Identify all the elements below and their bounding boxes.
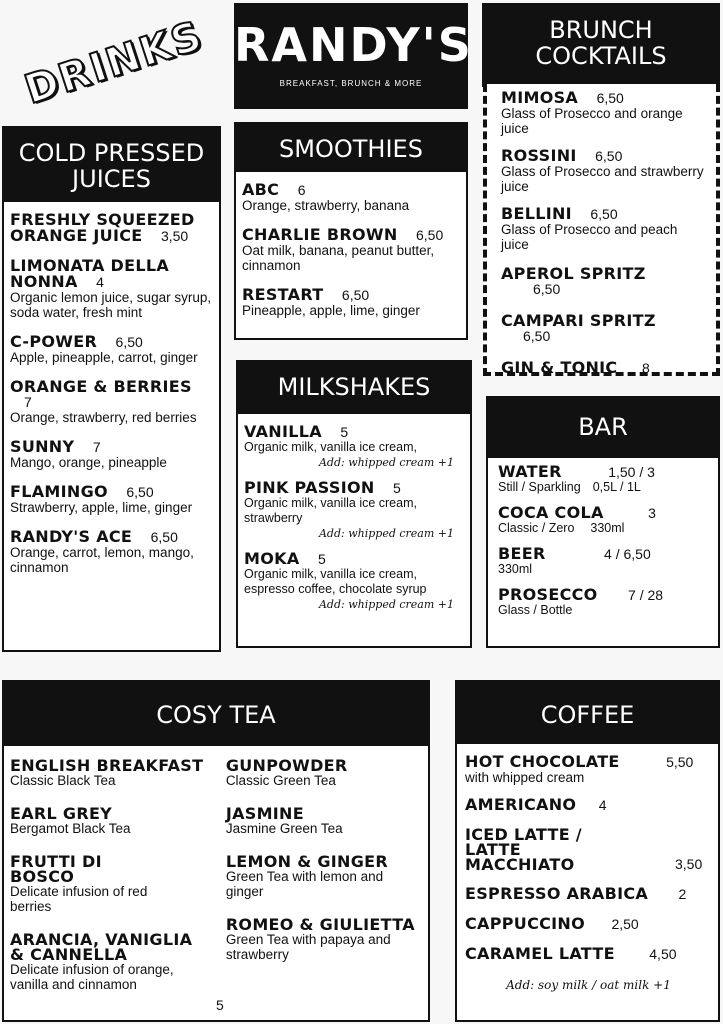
- logo-name: RANDY'S: [234, 18, 473, 72]
- item-size: 330ml: [590, 521, 625, 535]
- item-price: 6,50: [341, 287, 370, 303]
- item-description: Apple, pineapple, carrot, ginger: [10, 350, 198, 365]
- item-name: CHARLIE BROWN: [242, 225, 398, 244]
- item-name: APEROL SPRITZ: [501, 264, 646, 283]
- item-name: ICED LATTE / LATTE MACCHIATO: [465, 825, 582, 874]
- bar-title: BAR: [488, 398, 718, 458]
- item-description: Glass / Bottle: [498, 603, 573, 617]
- item-name: AMERICANO: [465, 795, 577, 814]
- menu-item: [10, 258, 213, 320]
- item-price: 6,50: [126, 484, 154, 500]
- item-price: 8: [641, 360, 650, 376]
- coffee-panel: [455, 680, 720, 1022]
- brunch-cocktails-title: BRUNCH COCKTAILS: [482, 3, 720, 87]
- item-price: 2: [678, 886, 687, 902]
- item-description: Bergamot Black Tea: [10, 821, 131, 836]
- item-price: 7: [24, 394, 32, 410]
- restaurant-logo: [234, 3, 473, 109]
- tea-panel: [2, 680, 430, 1022]
- tea-list: [4, 746, 428, 1006]
- item-price: 5,50: [666, 754, 694, 770]
- menu-item: [10, 529, 213, 575]
- item-price: 4 / 6,50: [604, 546, 651, 562]
- item-name: FLAMINGO: [10, 482, 108, 501]
- item-price: 5: [393, 480, 401, 496]
- item-price: 7 / 28: [628, 587, 664, 603]
- item-price: 7: [92, 439, 101, 455]
- item-name: C-POWER: [10, 332, 98, 351]
- coffee-list: [457, 744, 718, 992]
- item-name: ROSSINI: [501, 146, 577, 165]
- item-name: FRUTTI DI BOSCO: [10, 852, 102, 886]
- item-price: 1,50 / 3: [608, 464, 655, 480]
- item-description: Organic milk, vanilla ice cream,: [244, 440, 417, 454]
- item-name: VANILLA: [244, 422, 322, 441]
- item-addon: Add: whipped cream +1: [318, 456, 454, 469]
- menu-item: [501, 266, 706, 297]
- item-description: Glass of Prosecco and peach juice: [501, 222, 678, 252]
- item-description: Jasmine Green Tea: [225, 821, 343, 836]
- brunch-cocktails-header: [482, 3, 720, 87]
- coffee-addon: Add: soy milk / oat milk +1: [506, 978, 671, 992]
- menu-item: [465, 827, 712, 872]
- milkshakes-list: [238, 414, 470, 612]
- item-name: WATER: [498, 462, 562, 481]
- item-description: Classic / Zero: [498, 521, 575, 535]
- item-price: 6: [297, 182, 306, 198]
- tea-column-right: [226, 758, 422, 1006]
- item-price: 4: [598, 797, 607, 813]
- item-description: Green Tea with lemon and ginger: [225, 869, 384, 899]
- item-price: 4,50: [649, 946, 677, 962]
- smoothies-title: SMOOTHIES: [236, 124, 466, 172]
- menu-item: [501, 90, 706, 136]
- item-name: SUNNY: [10, 437, 75, 456]
- smoothies-panel: [234, 122, 468, 340]
- menu-item: [10, 439, 213, 470]
- menu-item: [10, 484, 213, 515]
- item-name: RANDY'S ACE: [10, 527, 133, 546]
- item-price: 3,50: [160, 228, 189, 244]
- item-name: BEER: [498, 544, 546, 563]
- menu-item: [465, 916, 712, 932]
- brunch-cocktails-list: [483, 84, 720, 376]
- item-description: Organic milk, vanilla ice cream, espresso coffee, chocolate syrup: [244, 567, 427, 596]
- menu-item: [226, 917, 422, 962]
- item-price: 5: [340, 424, 349, 440]
- item-name: BELLINI: [501, 204, 572, 223]
- item-name: PINK PASSION: [244, 478, 375, 497]
- item-description: Classic Black Tea: [10, 773, 116, 788]
- menu-item: [465, 946, 712, 962]
- item-price: 6,50: [115, 334, 143, 350]
- item-name: RESTART: [242, 285, 324, 304]
- drinks-heading: DRINKS: [19, 12, 209, 114]
- item-price: 6,50: [523, 328, 551, 344]
- item-name: ESPRESSO ARABICA: [465, 884, 649, 903]
- menu-item: [501, 313, 706, 344]
- milkshakes-panel: [236, 360, 472, 648]
- menu-item: [498, 587, 712, 618]
- item-name: MOKA: [244, 549, 300, 568]
- item-description: Oat milk, banana, peanut butter, cinnamon: [242, 243, 435, 273]
- item-price: 5: [317, 551, 326, 567]
- item-description: Mango, orange, pineapple: [10, 455, 167, 470]
- cold-pressed-title: COLD PRESSED JUICES: [4, 128, 219, 202]
- item-price: 6,50: [596, 90, 624, 106]
- menu-item: [10, 379, 213, 425]
- item-description: Orange, carrot, lemon, mango, cinnamon: [10, 545, 194, 575]
- logo-tagline: BREAKFAST, BRUNCH & MORE: [279, 79, 423, 88]
- smoothies-list: [236, 172, 466, 318]
- item-name: GUNPOWDER: [225, 756, 348, 775]
- item-price: 3: [648, 505, 656, 521]
- bar-list: [488, 458, 718, 618]
- item-name: GIN & TONIC: [501, 358, 618, 377]
- menu-item: [10, 806, 226, 836]
- milkshakes-title: MILKSHAKES: [238, 362, 470, 414]
- item-price: 6,50: [533, 281, 561, 297]
- cold-pressed-panel: [2, 126, 221, 652]
- item-description: 330ml: [498, 562, 533, 576]
- item-addon: Add: whipped cream +1: [318, 527, 454, 540]
- item-name: JASMINE: [225, 804, 304, 823]
- item-description: Orange, strawberry, banana: [242, 198, 410, 213]
- menu-item: [501, 360, 706, 376]
- menu-item: [465, 797, 712, 813]
- item-addon: Add: whipped cream +1: [318, 598, 454, 611]
- item-description: Delicate infusion of red berries: [10, 884, 148, 914]
- item-description: Green Tea with papaya and strawberry: [225, 932, 391, 962]
- item-description: Glass of Prosecco and strawberry juice: [501, 164, 704, 194]
- item-name: CAPPUCCINO: [465, 914, 585, 933]
- item-name: CARAMEL LATTE: [465, 944, 615, 963]
- tea-title: COSY TEA: [4, 682, 428, 746]
- item-size: 0,5L / 1L: [592, 480, 641, 494]
- item-name: COCA COLA: [498, 503, 604, 522]
- menu-item: [244, 424, 464, 470]
- item-name: ROMEO & GIULIETTA: [225, 915, 415, 934]
- item-price: 3,50: [675, 856, 703, 872]
- menu-item: [501, 206, 706, 252]
- menu-item: [10, 212, 213, 244]
- menu-item: [10, 758, 226, 788]
- menu-item: [501, 148, 706, 194]
- item-name: FRESHLY SQUEEZED ORANGE JUICE: [10, 210, 195, 245]
- item-price: 6,50: [590, 206, 618, 222]
- page-number: 5: [216, 997, 224, 1013]
- item-name: HOT CHOCOLATE: [465, 752, 620, 771]
- coffee-title: COFFEE: [457, 682, 718, 744]
- bar-panel: [486, 396, 720, 648]
- item-price: 6,50: [416, 227, 444, 243]
- item-description: Still / Sparkling: [498, 480, 581, 494]
- item-description: Pineapple, apple, lime, ginger: [242, 303, 420, 318]
- item-description: Organic lemon juice, sugar syrup, soda water, fresh mint: [10, 290, 212, 320]
- item-description: Strawberry, apple, lime, ginger: [10, 500, 193, 515]
- item-price: 2,50: [611, 916, 639, 932]
- menu-item: [10, 854, 160, 914]
- menu-item: [244, 480, 464, 541]
- cold-pressed-list: [4, 202, 219, 575]
- menu-item: [465, 754, 712, 785]
- item-description: Delicate infusion of orange, vanilla and cinnamon: [10, 962, 174, 992]
- menu-item: [465, 886, 712, 902]
- item-name: PROSECCO: [498, 585, 598, 604]
- menu-item: [242, 287, 460, 318]
- menu-item: [498, 505, 712, 536]
- item-price: 6,50: [150, 529, 178, 545]
- item-name: ABC: [242, 180, 280, 199]
- item-name: ARANCIA, VANIGLIA & CANNELLA: [10, 930, 193, 964]
- item-description: Orange, strawberry, red berries: [10, 410, 197, 425]
- menu-item: [242, 227, 460, 273]
- item-description: Glass of Prosecco and orange juice: [501, 106, 683, 136]
- menu-item: [10, 932, 210, 992]
- menu-item: [498, 464, 712, 495]
- menu-item: [226, 758, 422, 788]
- menu-item: [226, 806, 422, 836]
- menu-item: [242, 182, 460, 213]
- menu-item: [244, 551, 464, 612]
- item-name: LIMONATA DELLA NONNA: [10, 256, 170, 291]
- item-name: CAMPARI SPRITZ: [501, 311, 656, 330]
- item-description: Organic milk, vanilla ice cream, strawberry: [244, 496, 417, 525]
- item-name: ENGLISH BREAKFAST: [10, 756, 204, 775]
- item-name: LEMON & GINGER: [225, 852, 389, 871]
- menu-item: [498, 546, 712, 577]
- menu-item: [10, 334, 213, 365]
- item-price: 6,50: [595, 148, 623, 164]
- item-price: 4: [96, 274, 104, 290]
- item-name: EARL GREY: [10, 804, 113, 823]
- item-description: with whipped cream: [465, 770, 585, 785]
- item-description: Classic Green Tea: [225, 773, 336, 788]
- menu-item: [226, 854, 422, 899]
- item-name: MIMOSA: [501, 88, 579, 107]
- item-name: ORANGE & BERRIES: [10, 377, 192, 396]
- tea-column-left: [10, 758, 226, 1006]
